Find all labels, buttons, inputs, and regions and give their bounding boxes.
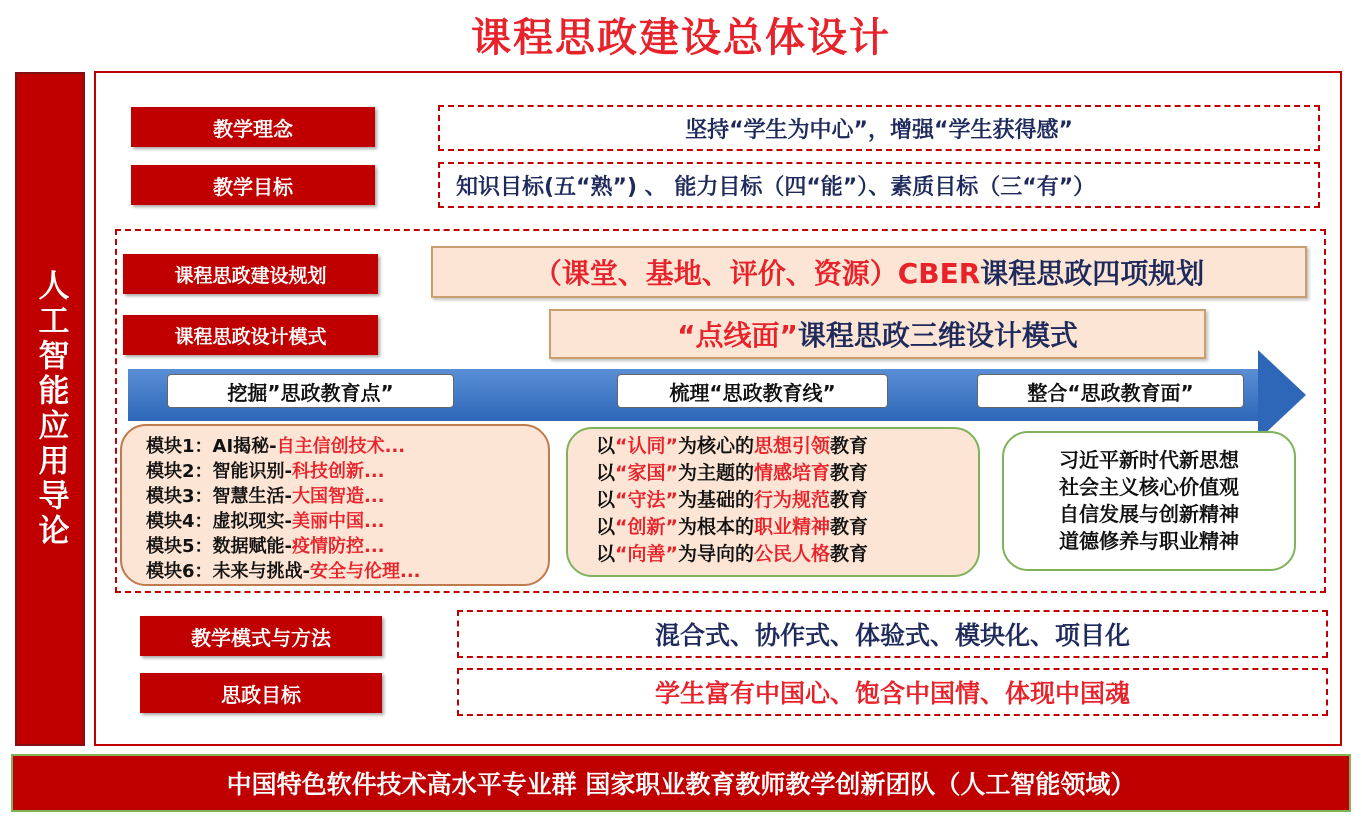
education-line: 以“向善”为导向的公民人格教育: [596, 543, 869, 565]
arrow-tag-line: 梳理“思政教育线”: [617, 374, 888, 408]
label-teaching-idea: 教学理念: [131, 107, 375, 147]
content-ideology-goal: 学生富有中国心、饱含中国情、体现中国魂: [457, 668, 1328, 716]
label-teaching-method: 教学模式与方法: [140, 616, 382, 656]
content-teaching-method: 混合式、协作式、体验式、模块化、项目化: [457, 610, 1328, 658]
values-line: 道德修养与职业精神: [1059, 529, 1239, 553]
education-line: 以“认同”为核心的思想引领教育: [596, 435, 869, 457]
content-construction-plan: [431, 246, 1307, 298]
module-item: 模块4：虚拟现实-美丽中国...: [146, 511, 385, 532]
module-item: 模块3：智慧生活-大国智造...: [146, 486, 385, 507]
footer-banner: 中国特色软件技术高水平专业群 国家职业教育教师教学创新团队（人工智能领域）: [11, 754, 1351, 812]
education-lines-panel: [566, 427, 980, 577]
values-line: 习近平新时代新思想: [1059, 448, 1239, 472]
values-line: 社会主义核心价值观: [1059, 475, 1239, 499]
design-navy-text: 课程思政三维设计模式: [797, 319, 1078, 352]
education-line: 以“守法”为基础的行为规范教育: [596, 489, 869, 511]
plan-red-text: （课堂、基地、评价、资源）CBER: [533, 257, 981, 290]
module-item: 模块2：智能识别-科技创新...: [146, 461, 385, 482]
course-name-bar: [15, 72, 85, 746]
content-teaching-idea: 坚持“学生为中心”，增强“学生获得感”: [438, 105, 1320, 151]
module-item: 模块6：未来与挑战-安全与伦理...: [146, 561, 421, 582]
values-panel: [1002, 431, 1296, 571]
label-ideology-goal: 思政目标: [140, 673, 382, 713]
module-item: 模块1：AI揭秘-自主信创技术...: [146, 436, 406, 457]
plan-navy-text: 课程思政四项规划: [980, 257, 1205, 290]
label-construction-plan: 课程思政建设规划: [123, 254, 378, 294]
values-line: 自信发展与创新精神: [1059, 502, 1239, 526]
label-design-mode: 课程思政设计模式: [123, 315, 378, 355]
module-item: 模块5：数据赋能-疫情防控...: [146, 536, 385, 557]
education-line: 以“创新”为根本的职业精神教育: [596, 516, 869, 538]
label-teaching-goal: 教学目标: [131, 165, 375, 205]
course-name: 人工智能应用导论: [32, 269, 69, 549]
arrow-head: [1258, 350, 1306, 440]
content-design-mode: [549, 309, 1206, 359]
arrow-tag-point: 挖掘”思政教育点”: [167, 374, 454, 408]
education-line: 以“家国”为主题的情感培育教育: [596, 462, 869, 484]
page-title: 课程思政建设总体设计: [471, 15, 891, 61]
design-red-text: “点线面”: [677, 319, 798, 352]
content-teaching-goal: 知识目标(五“熟”) 、 能力目标（四“能”）、素质目标（三“有”）: [438, 162, 1320, 208]
modules-panel: [120, 424, 550, 586]
arrow-tag-plane: 整合“思政教育面”: [977, 374, 1244, 408]
